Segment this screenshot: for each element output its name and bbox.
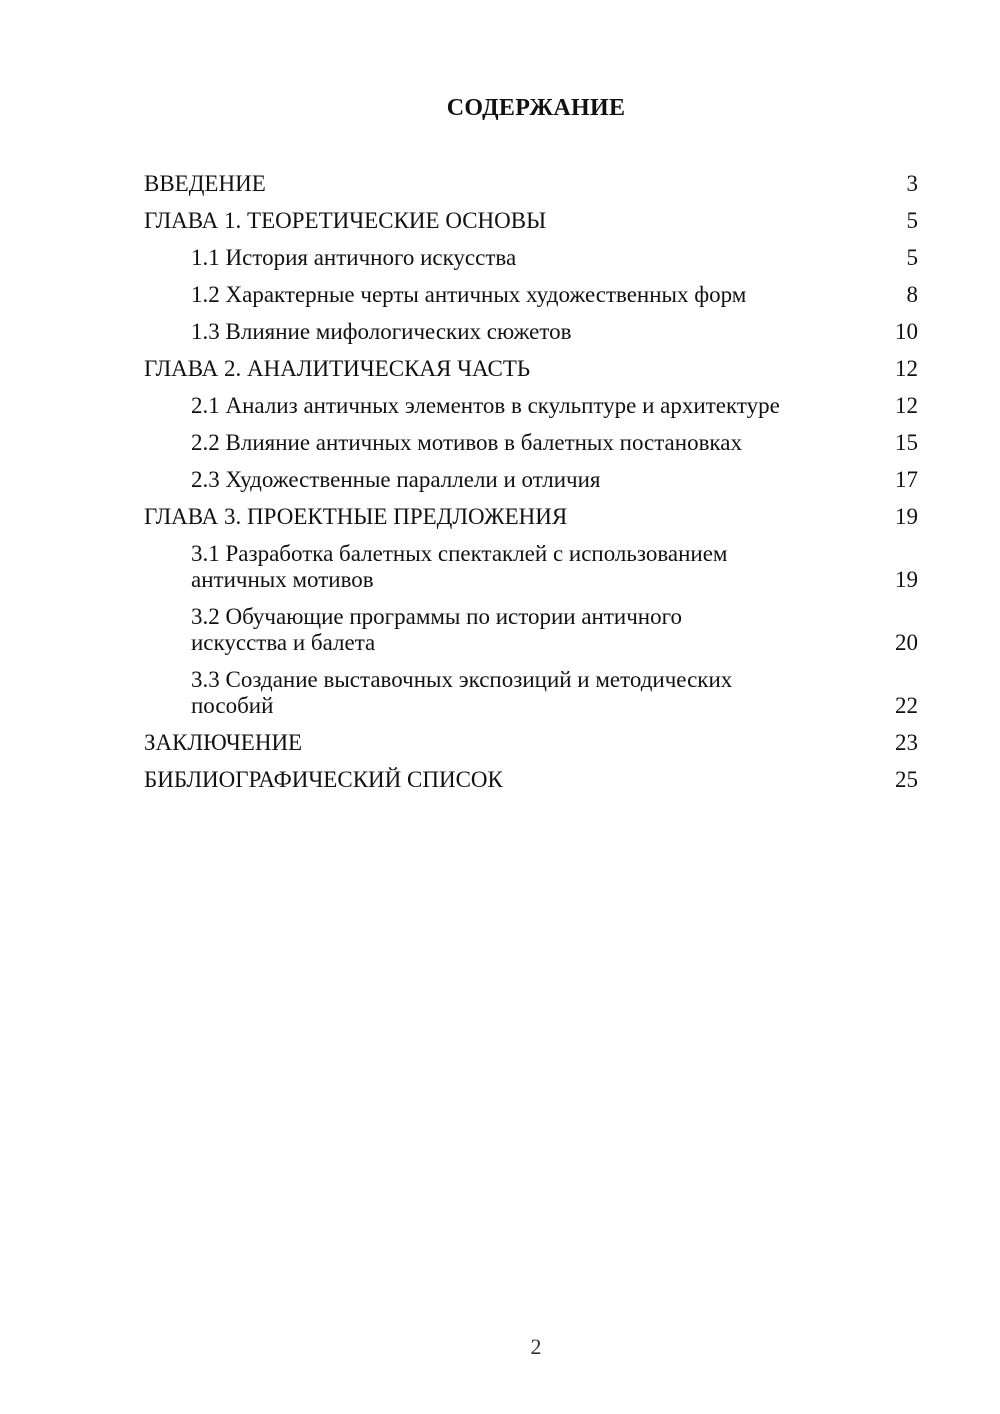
toc-entry-text: ГЛАВА 1. ТЕОРЕТИЧЕСКИЕ ОСНОВЫ <box>144 208 547 233</box>
toc-entry-text: БИБЛИОГРАФИЧЕСКИЙ СПИСОК <box>144 767 503 792</box>
toc-entry-text: 1.3 Влияние мифологических сюжетов <box>191 319 572 344</box>
toc-entry-page: 12 <box>895 393 918 418</box>
toc-entry-bibliography <box>144 764 918 801</box>
toc-entry-page: 10 <box>895 319 918 344</box>
page-title: СОДЕРЖАНИЕ <box>446 95 626 121</box>
toc-entry-text: 3.1 Разработка балетных спектаклей с использованием античных мотивов <box>191 541 728 592</box>
toc-entry-page: 8 <box>906 282 918 307</box>
toc-entry-text: ЗАКЛЮЧЕНИЕ <box>144 730 303 755</box>
toc-entry-text: 1.2 Характерные черты античных художественных форм <box>191 282 747 307</box>
toc-entry-page: 22 <box>895 693 918 718</box>
toc-entry-conclusion <box>144 727 918 764</box>
toc-entry-text: ВВЕДЕНИЕ <box>144 171 266 196</box>
toc-entry-chapter-2 <box>144 353 918 390</box>
toc-entry-page: 17 <box>895 467 918 492</box>
toc-entry-chapter-3 <box>144 501 918 538</box>
toc-entry-text: 2.3 Художественные параллели и отличия <box>191 467 601 492</box>
toc-entry-text: ГЛАВА 2. АНАЛИТИЧЕСКАЯ ЧАСТЬ <box>144 356 531 381</box>
toc-entry-section-2-3 <box>144 464 918 501</box>
toc-entry-text: 1.1 История античного искусства <box>191 245 517 270</box>
toc-entry-text: 3.2 Обучающие программы по истории античного искусства и балета <box>191 604 682 655</box>
toc-entry-page: 12 <box>895 356 918 381</box>
toc-entry-page: 23 <box>895 730 918 755</box>
toc-entry-section-3-1 <box>144 538 918 601</box>
toc-entry-section-2-2 <box>144 427 918 464</box>
toc-entry-section-3-2 <box>144 601 918 664</box>
toc-entry-page: 19 <box>895 504 918 529</box>
toc-entry-section-3-3 <box>144 664 918 727</box>
toc-entry-section-2-1 <box>144 390 918 427</box>
toc-entry-text: 3.3 Создание выставочных экспозиций и методических пособий <box>191 667 733 718</box>
toc-entry-page: 20 <box>895 630 918 655</box>
toc-entry-section-1-3 <box>144 316 918 353</box>
toc-entry-section-1-2 <box>144 279 918 316</box>
toc-entry-text: 2.2 Влияние античных мотивов в балетных постановках <box>191 430 742 455</box>
toc-entry-page: 5 <box>906 208 918 233</box>
page-number: 2 <box>530 1334 542 1359</box>
toc-entry-page: 25 <box>895 767 918 792</box>
toc-entry-section-1-1 <box>144 242 918 279</box>
toc-entry-introduction <box>144 168 918 205</box>
toc-entry-text: 2.1 Анализ античных элементов в скульптуре и архитектуре <box>191 393 780 418</box>
table-of-contents <box>144 168 918 801</box>
toc-entry-chapter-1 <box>144 205 918 242</box>
toc-entry-page: 3 <box>906 171 918 196</box>
toc-entry-page: 19 <box>895 567 918 592</box>
toc-entry-text: ГЛАВА 3. ПРОЕКТНЫЕ ПРЕДЛОЖЕНИЯ <box>144 504 568 529</box>
toc-entry-page: 15 <box>895 430 918 455</box>
toc-entry-page: 5 <box>906 245 918 270</box>
